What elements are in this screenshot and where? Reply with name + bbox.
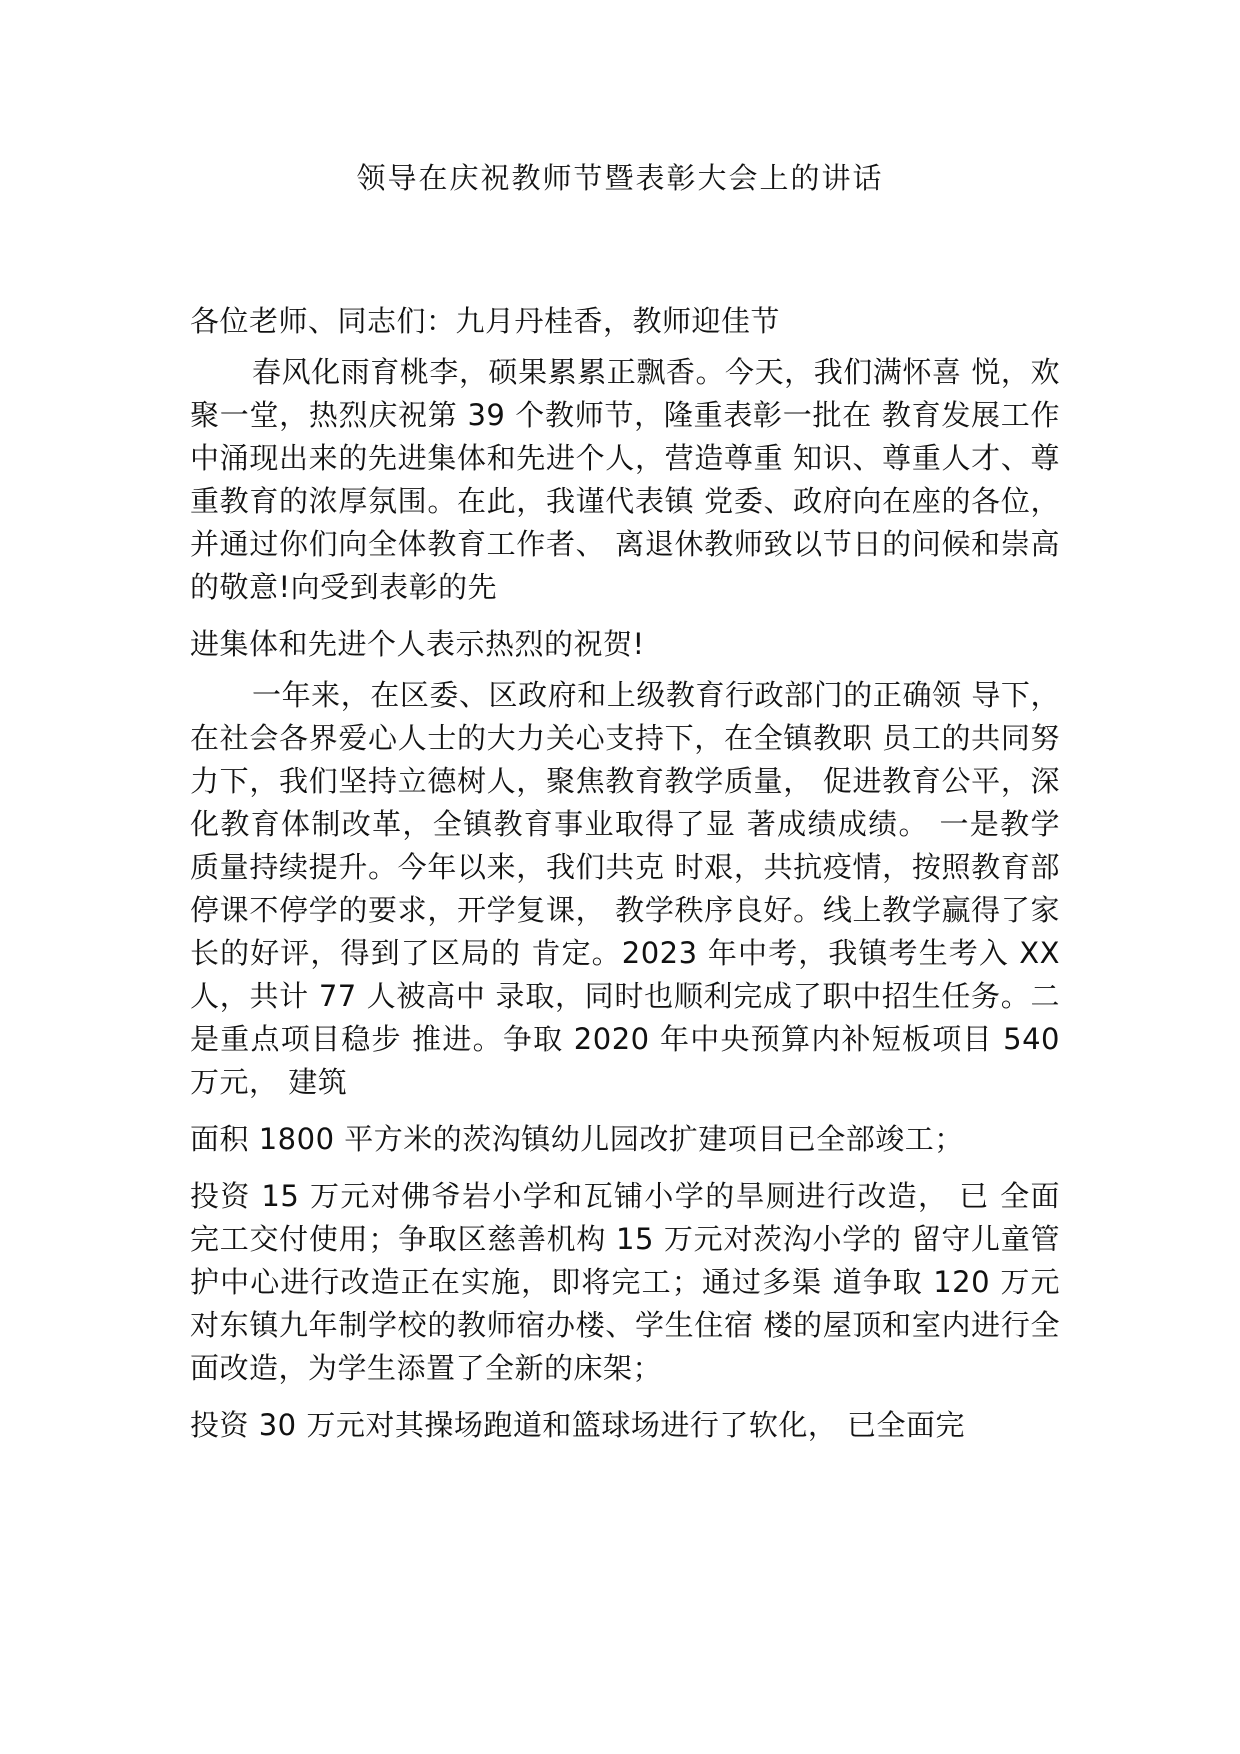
congratulation-paragraph: 进集体和先进个人表示热烈的祝贺! — [190, 627, 645, 661]
investment-paragraph: 投资 15 万元对佛爷岩小学和瓦铺小学的旱厕进行改造， 已 全面完工交付使用；争取区慈善机构 15 万元对茨沟小学的 留守儿童管护中心进行改造正在实施，即将完工；通过多渠 道争取 120 万元对东镇九年制学校的教师宿办楼、学生住宿 楼的屋顶和室内进行全面改造，为学生添置了全新的床架； — [190, 1179, 1060, 1385]
opening-paragraph: 春风化雨育桃李，硕果累累正飘香。今天，我们满怀喜 悦，欢聚一堂，热烈庆祝第 39 个教师节，隆重表彰一批在 教育发展工作中涌现出来的先进集体和先进个人，营造尊重 知识、尊重人才、尊重教育的浓厚氛围。在此，我谨代表镇 党委、政府向在座的各位，并通过你们向全体教育工作者、 离退休教师致以节日的问候和崇高的敬意!向受到表彰的先 — [190, 355, 1060, 604]
achievements-paragraph: 一年来，在区委、区政府和上级教育行政部门的正确领 导下，在社会各界爱心人士的大力关心支持下，在全镇教职 员工的共同努力下，我们坚持立德树人，聚焦教育教学质量， 促进教育公平，深化教育体制改革，全镇教育事业取得了显 著成绩成绩。 一是教学质量持续提升。今年以来，我们共克 时艰，共抗疫情，按照教育部停课不停学的要求，开学复课， 教学秩序良好。线上教学赢得了家长的好评，得到了区局的 肯定。2023 年中考，我镇考生考入 XX 人，共计 77 人被高中 录取，同时也顺利完成了职中招生任务。二是重点项目稳步 推进。争取 2020 年中央预算内补短板项目 540 万元， 建筑 — [190, 678, 1060, 1099]
document-title: 领导在庆祝教师节暨表彰大会上的讲话 — [356, 161, 884, 195]
document-body — [190, 300, 1060, 1447]
playground-paragraph: 投资 30 万元对其操场跑道和篮球场进行了软化， 已全面完 — [190, 1408, 966, 1442]
kindergarten-paragraph: 面积 1800 平方米的茨沟镇幼儿园改扩建项目已全部竣工； — [190, 1122, 964, 1156]
salutation-paragraph: 各位老师、同志们：九月丹桂香，教师迎佳节 — [190, 304, 781, 338]
